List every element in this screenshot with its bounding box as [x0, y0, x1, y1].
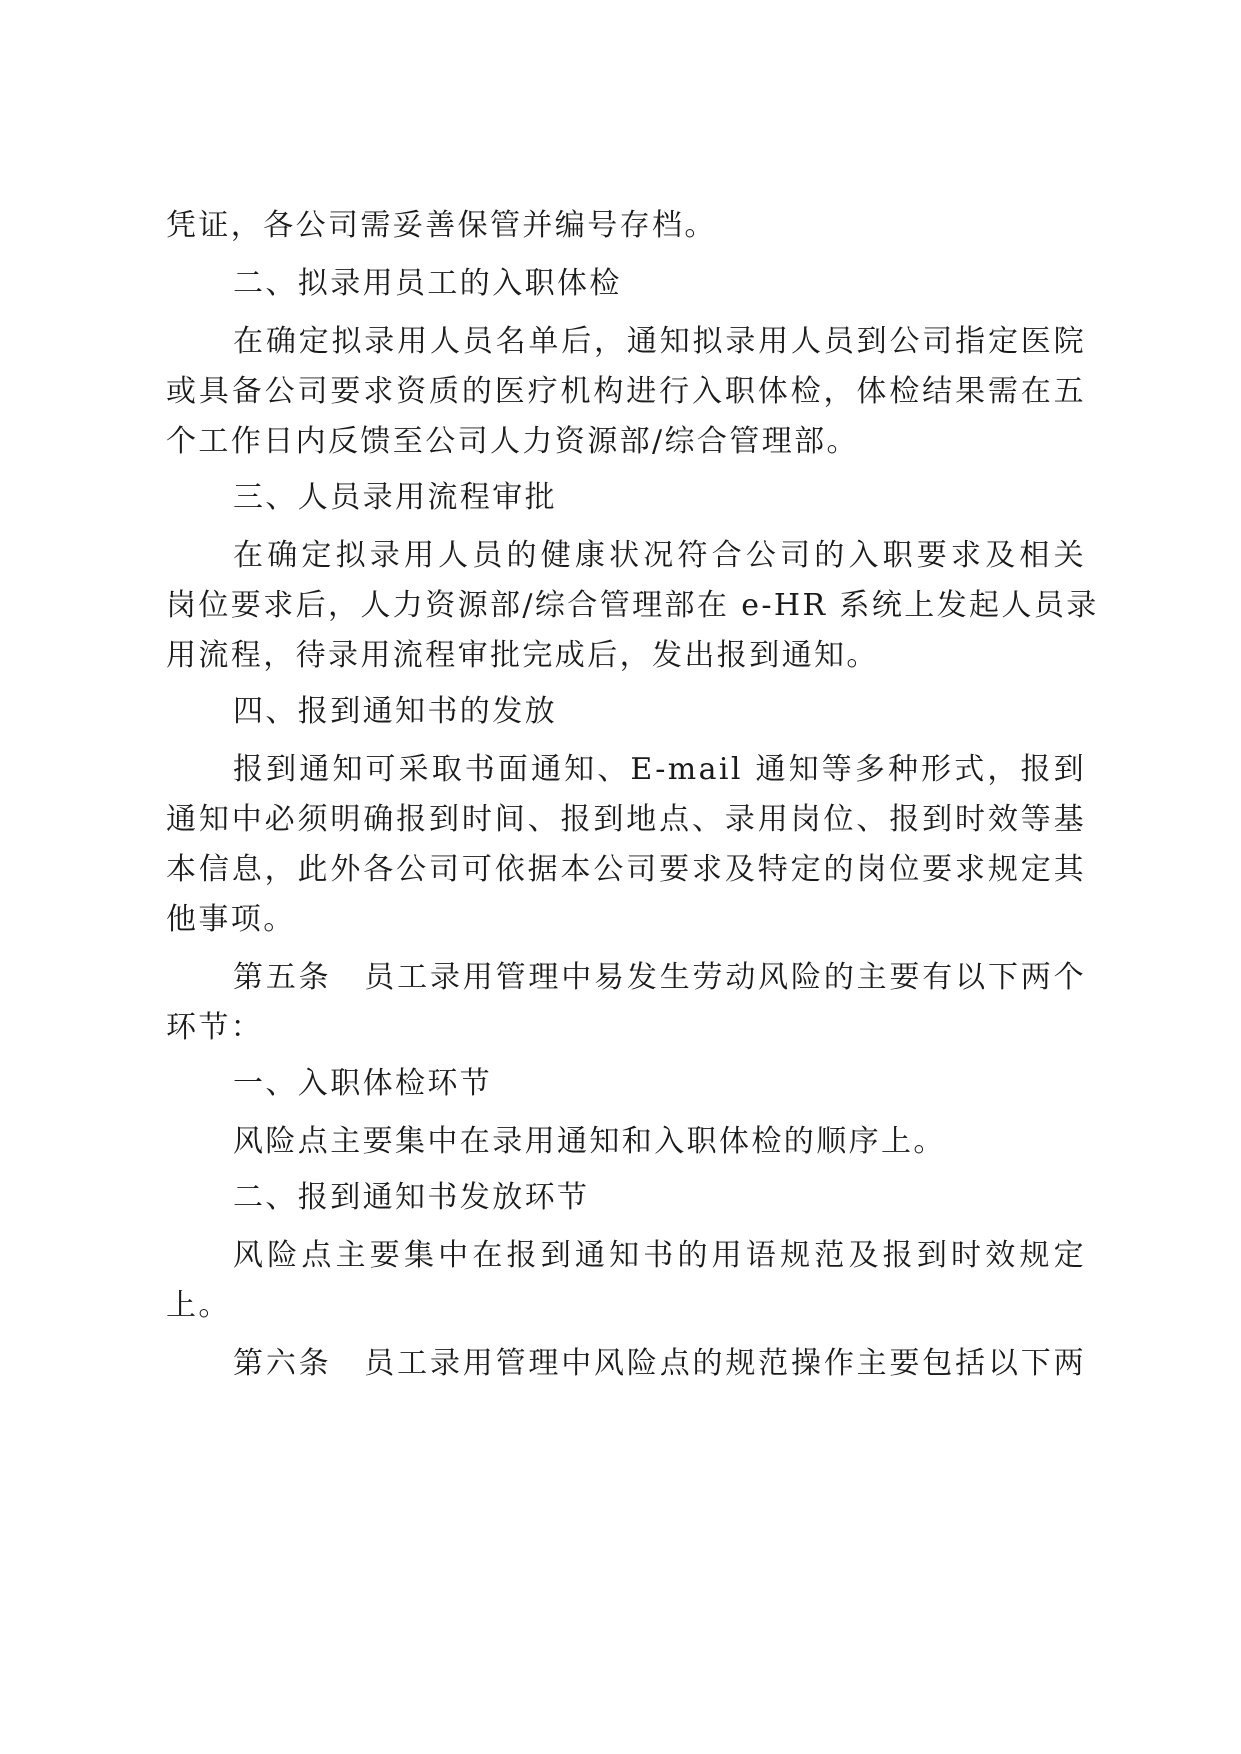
section-heading: 二、报到通知书发放环节	[233, 1180, 590, 1215]
paragraph-line: 上。	[166, 1288, 231, 1323]
paragraph-line: 通知中必须明确报到时间、报到地点、录用岗位、报到时效等基	[166, 802, 1086, 837]
paragraph-line: 风险点主要集中在录用通知和入职体检的顺序上。	[233, 1124, 946, 1159]
paragraph-line: 在确定拟录用人员的健康状况符合公司的入职要求及相关	[233, 538, 1086, 573]
paragraph-line: 个工作日内反馈至公司人力资源部/综合管理部。	[166, 424, 859, 459]
paragraph-line: 风险点主要集中在报到通知书的用语规范及报到时效规定	[233, 1238, 1086, 1273]
paragraph-line: 本信息，此外各公司可依据本公司要求及特定的岗位要求规定其	[166, 852, 1086, 887]
paragraph-line: 或具备公司要求资质的医疗机构进行入职体检，体检结果需在五	[166, 374, 1086, 409]
section-heading: 二、拟录用员工的入职体检	[233, 266, 622, 301]
paragraph-line: 在确定拟录用人员名单后，通知拟录用人员到公司指定医院	[233, 324, 1086, 359]
paragraph-line: 他事项。	[166, 902, 296, 937]
article-heading: 第五条 员工录用管理中易发生劳动风险的主要有以下两个	[233, 960, 1086, 995]
article-heading: 第六条 员工录用管理中风险点的规范操作主要包括以下两	[233, 1346, 1086, 1381]
section-heading: 一、入职体检环节	[233, 1066, 493, 1101]
paragraph-line: 岗位要求后，人力资源部/综合管理部在 e-HR 系统上发起人员录	[166, 588, 1099, 623]
section-heading: 四、报到通知书的发放	[233, 694, 557, 729]
paragraph-line: 用流程，待录用流程审批完成后，发出报到通知。	[166, 638, 879, 673]
section-heading: 三、人员录用流程审批	[233, 480, 557, 515]
paragraph-line: 环节：	[166, 1010, 264, 1045]
paragraph-line: 报到通知可采取书面通知、E-mail 通知等多种形式，报到	[233, 752, 1086, 787]
paragraph-line: 凭证，各公司需妥善保管并编号存档。	[166, 208, 717, 243]
